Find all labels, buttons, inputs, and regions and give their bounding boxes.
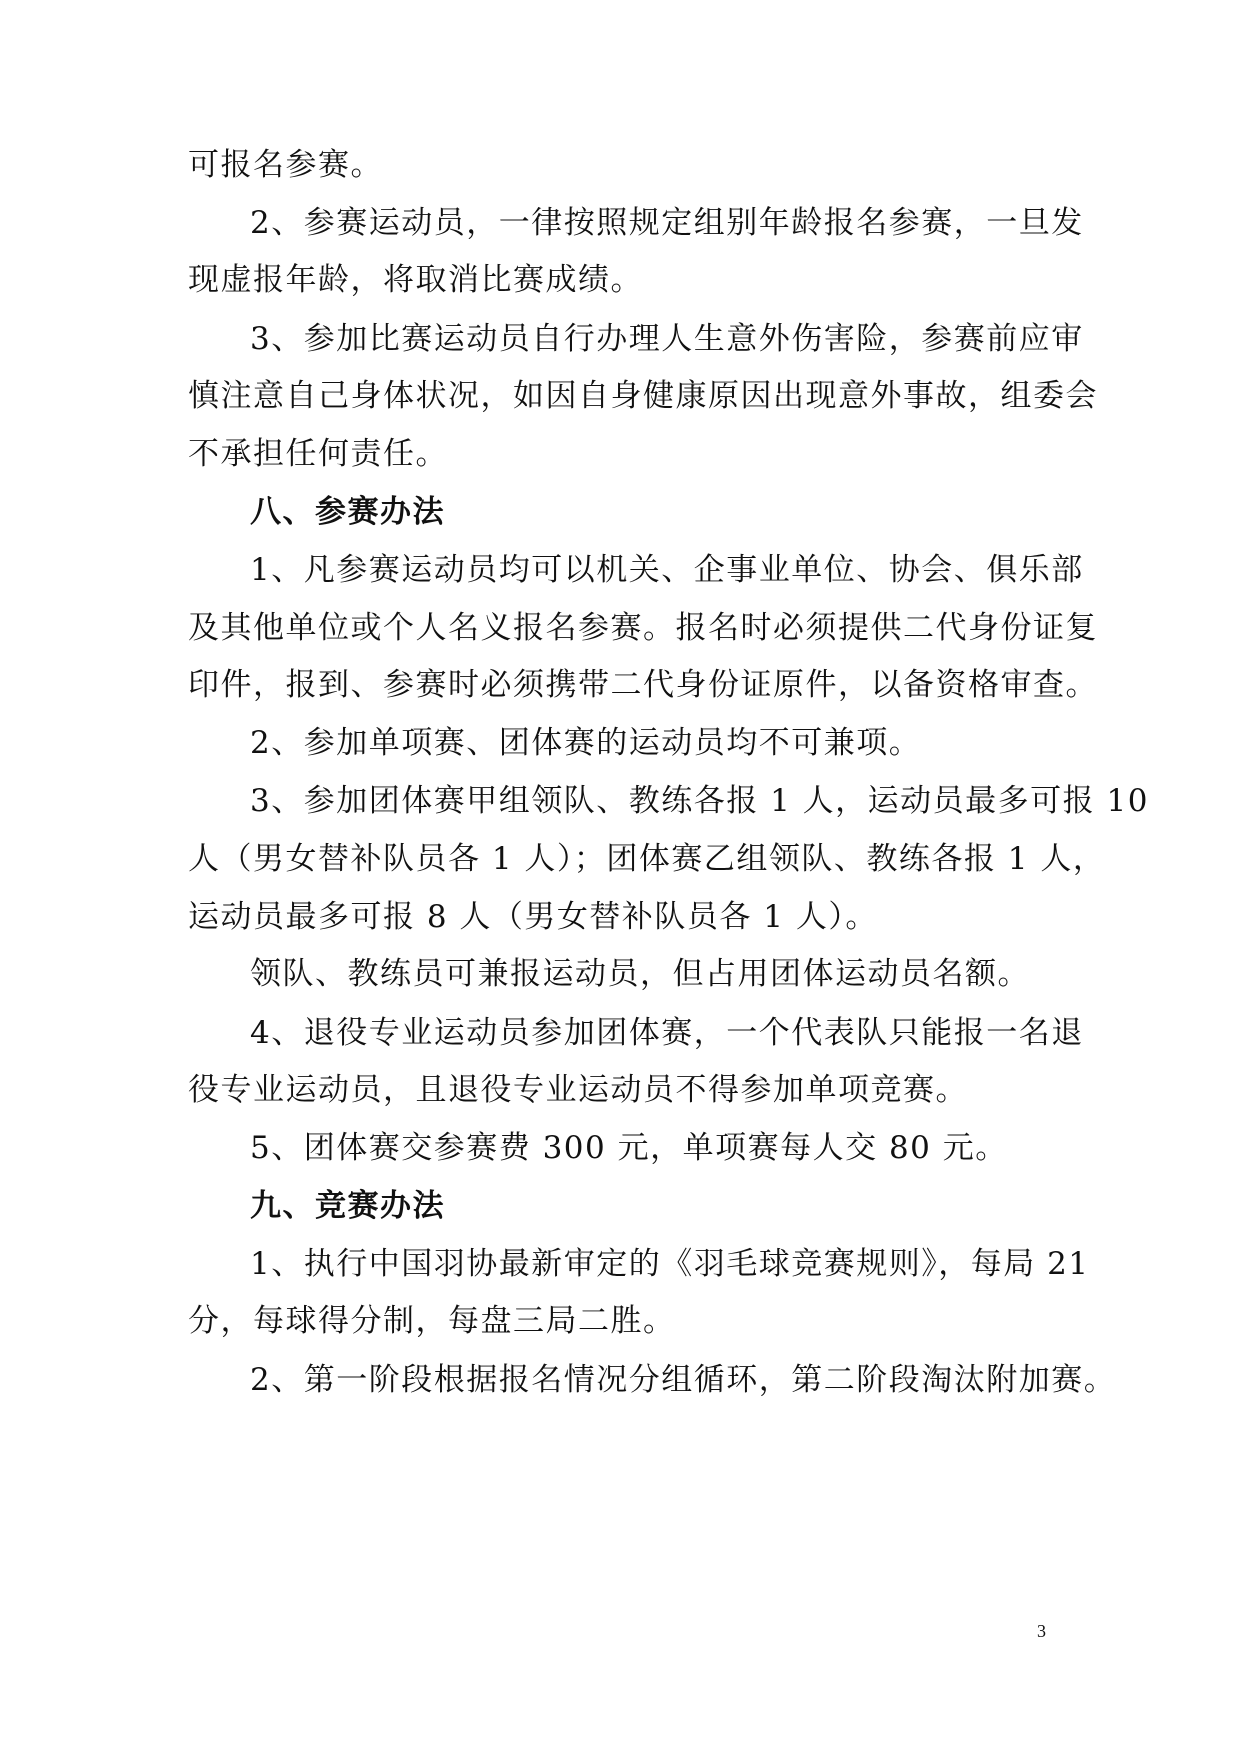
page-number: 3 xyxy=(1037,1621,1046,1641)
text-line: 现虚报年龄，将取消比赛成绩。 xyxy=(188,262,643,298)
text-line: 2、参加单项赛、团体赛的运动员均不可兼项。 xyxy=(250,725,922,761)
text-line: 2、参赛运动员，一律按照规定组别年龄报名参赛，一旦发 xyxy=(250,205,1084,241)
text-line: 1、执行中国羽协最新审定的《羽毛球竞赛规则》，每局 21 xyxy=(250,1246,1090,1282)
text-line: 役专业运动员，且退役专业运动员不得参加单项竞赛。 xyxy=(188,1072,968,1108)
text-line: 3、参加比赛运动员自行办理人生意外伤害险，参赛前应审 xyxy=(250,321,1084,357)
text-line: 运动员最多可报 8 人（男女替补队员各 1 人）。 xyxy=(188,899,878,935)
section-heading: 九、竞赛办法 xyxy=(250,1188,445,1224)
text-line: 3、参加团体赛甲组领队、教练各报 1 人，运动员最多可报 10 xyxy=(250,783,1149,819)
text-line: 慎注意自己身体状况，如因自身健康原因出现意外事故，组委会 xyxy=(188,378,1098,414)
text-line: 不承担任何责任。 xyxy=(188,436,448,472)
text-line: 人（男女替补队员各 1 人）；团体赛乙组领队、教练各报 1 人， xyxy=(188,841,1106,877)
text-line: 领队、教练员可兼报运动员，但占用团体运动员名额。 xyxy=(250,956,1030,992)
text-line: 5、团体赛交参赛费 300 元，单项赛每人交 80 元。 xyxy=(250,1130,1008,1166)
text-line: 分，每球得分制，每盘三局二胜。 xyxy=(188,1303,676,1339)
text-line: 可报名参赛。 xyxy=(188,147,383,183)
section-heading: 八、参赛办法 xyxy=(250,494,445,530)
text-line: 印件，报到、参赛时必须携带二代身份证原件，以备资格审查。 xyxy=(188,667,1098,703)
text-line: 及其他单位或个人名义报名参赛。报名时必须提供二代身份证复 xyxy=(188,610,1098,646)
text-line: 4、退役专业运动员参加团体赛，一个代表队只能报一名退 xyxy=(250,1015,1084,1051)
text-line: 1、凡参赛运动员均可以机关、企事业单位、协会、俱乐部 xyxy=(250,552,1084,588)
text-line: 2、第一阶段根据报名情况分组循环，第二阶段淘汰附加赛。 xyxy=(250,1362,1117,1398)
